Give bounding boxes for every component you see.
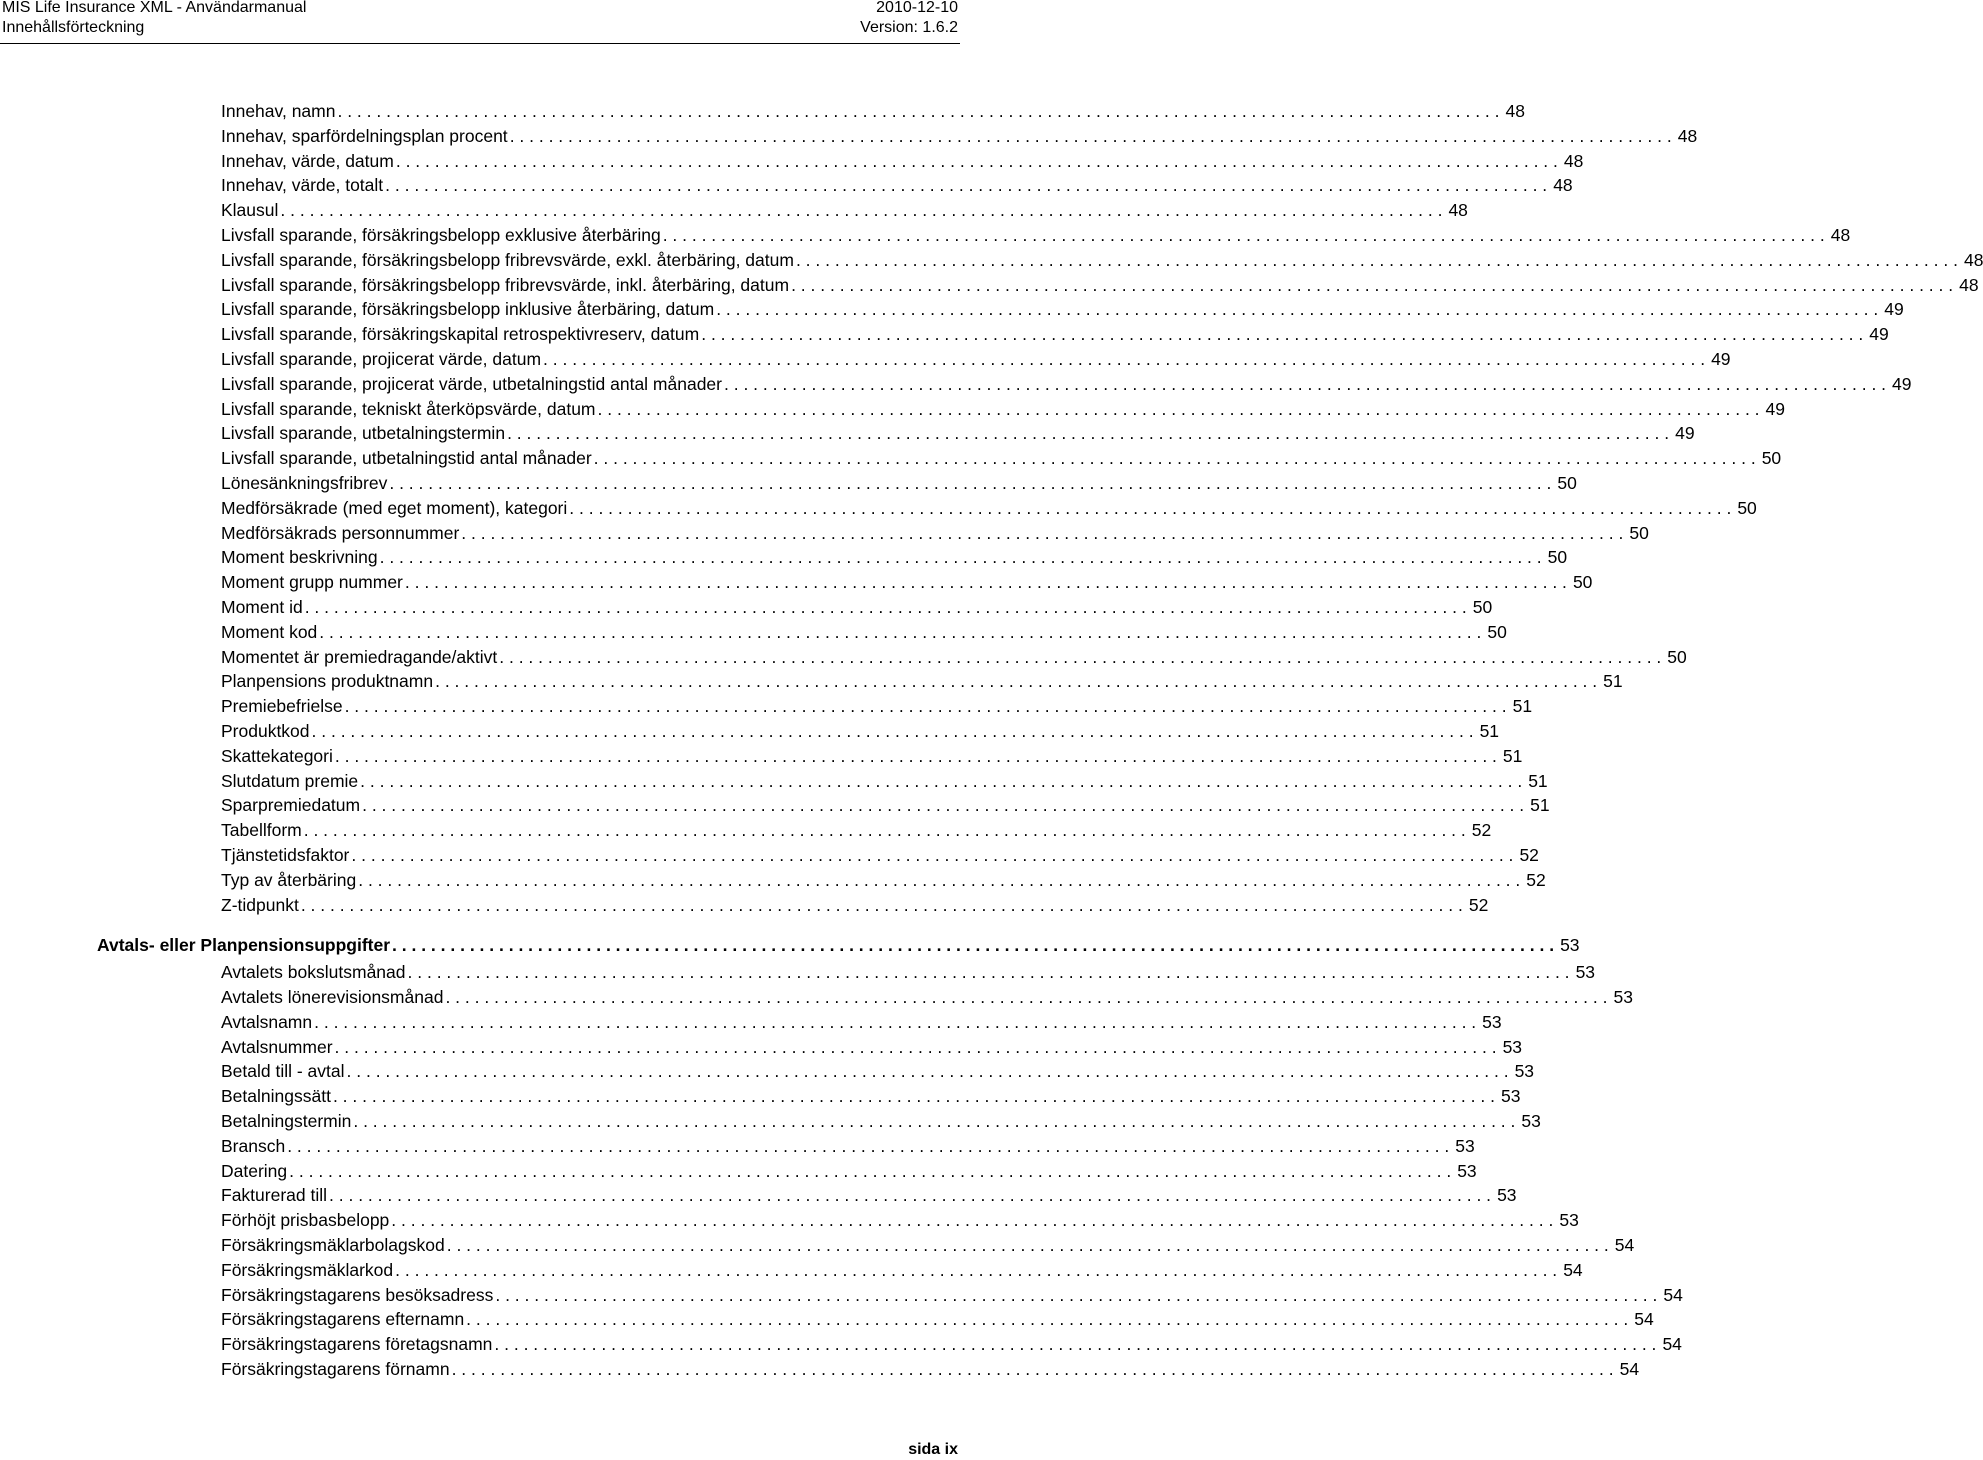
toc-entry[interactable] [221, 198, 1468, 222]
toc-entry[interactable] [221, 372, 1912, 396]
toc-leader-dots: . . . . . . . . . . . . . . . . . . . . . . . . . . . . . . . . . . . . . . . . . . . . . . . . . . . . . . . . . . . . . . . . . . . . . . . . . . . . . . . . . . . . . . . . . . . . . . . . . . . . . . . . . . . . . . . . . . . . . . . . [344, 696, 1507, 716]
toc-entry-page: 48 [1553, 175, 1573, 195]
toc-leader-dots: . . . . . . . . . . . . . . . . . . . . . . . . . . . . . . . . . . . . . . . . . . . . . . . . . . . . . . . . . . . . . . . . . . . . . . . . . . . . . . . . . . . . . . . . . . . . . . . . . . . . . . . . . . . . . . . . . . . . . . . . [385, 175, 1548, 195]
toc-entry-page: 53 [1497, 1185, 1517, 1205]
toc-section-entry[interactable] [97, 933, 1580, 957]
toc-leader-dots: . . . . . . . . . . . . . . . . . . . . . . . . . . . . . . . . . . . . . . . . . . . . . . . . . . . . . . . . . . . . . . . . . . . . . . . . . . . . . . . . . . . . . . . . . . . . . . . . . . . . . . . . . . . . . . . . . . . . . . . . [569, 498, 1732, 518]
toc-entry[interactable] [221, 149, 1584, 173]
toc-entry[interactable] [221, 595, 1493, 619]
toc-entry-page: 54 [1634, 1309, 1654, 1329]
toc-leader-dots: . . . . . . . . . . . . . . . . . . . . . . . . . . . . . . . . . . . . . . . . . . . . . . . . . . . . . . . . . . . . . . . . . . . . . . . . . . . . . . . . . . . . . . . . . . . . . . . . . . . . . . . . . . . . . . . . . . . . . . . . [593, 448, 1756, 468]
toc-entry-page: 50 [1737, 498, 1757, 518]
toc-entry[interactable] [221, 1109, 1541, 1133]
toc-entry[interactable] [221, 496, 1757, 520]
toc-leader-dots: . . . . . . . . . . . . . . . . . . . . . . . . . . . . . . . . . . . . . . . . . . . . . . . . . . . . . . . . . . . . . . . . . . . . . . . . . . . . . . . . . . . . . . . . . . . . . . . . . . . . . . . . . . . . . . . . . . . . . . . . [597, 399, 1760, 419]
toc-entry-title: Försäkringsmäklarkod [221, 1260, 394, 1280]
toc-entry-title: Livsfall sparande, projicerat värde, utbetalningstid antal månader [221, 374, 722, 394]
toc-entry-title: Moment grupp nummer [221, 572, 403, 592]
toc-entry-title: Premiebefrielse [221, 696, 343, 716]
toc-leader-dots: . . . . . . . . . . . . . . . . . . . . . . . . . . . . . . . . . . . . . . . . . . . . . . . . . . . . . . . . . . . . . . . . . . . . . . . . . . . . . . . . . . . . . . . . . . . . . . . . . . . . . . . . . . . . . . . . . . . . . . . . [391, 1210, 1554, 1230]
toc-leader-dots: . . . . . . . . . . . . . . . . . . . . . . . . . . . . . . . . . . . . . . . . . . . . . . . . . . . . . . . . . . . . . . . . . . . . . . . . . . . . . . . . . . . . . . . . . . . . . . . . . . . . . . . . . . . . . . . . . . . . . . . . [495, 1285, 1658, 1305]
toc-entry-page: 48 [1563, 151, 1584, 171]
toc-entry-page: 49 [1884, 299, 1904, 319]
toc-entry-title: Livsfall sparande, försäkringsbelopp fribrevsvärde, exkl. återbäring, datum [221, 250, 794, 270]
toc-entry-page: 52 [1519, 845, 1539, 865]
toc-entry-title: Försäkringsmäklarbolagskod [221, 1235, 445, 1255]
toc-entry[interactable] [221, 1233, 1635, 1257]
toc-entry-title: Fakturerad till [221, 1185, 328, 1205]
toc-leader-dots: . . . . . . . . . . . . . . . . . . . . . . . . . . . . . . . . . . . . . . . . . . . . . . . . . . . . . . . . . . . . . . . . . . . . . . . . . . . . . . . . . . . . . . . . . . . . . . . . . . . . . . . . . . . . . . . . . . . . . . . . [360, 771, 1523, 791]
toc-entry[interactable] [221, 620, 1507, 644]
toc-entry-title: Moment kod [221, 622, 318, 642]
toc-entry[interactable] [221, 322, 1889, 346]
toc-entry[interactable] [221, 793, 1550, 817]
toc-entry-page: 50 [1629, 523, 1649, 543]
toc-entry-page: 53 [1575, 962, 1596, 982]
toc-entry[interactable] [221, 421, 1695, 445]
toc-entry-title: Livsfall sparande, försäkringsbelopp exklusive återbäring [221, 225, 661, 245]
toc-entry-page: 48 [1448, 200, 1468, 220]
toc-leader-dots: . . . . . . . . . . . . . . . . . . . . . . . . . . . . . . . . . . . . . . . . . . . . . . . . . . . . . . . . . . . . . . . . . . . . . . . . . . . . . . . . . . . . . . . . . . . . . . . . . . . . . . . . . . . . . . . . . . . . . . . . [509, 126, 1672, 146]
toc-entry-page: 48 [1830, 225, 1851, 245]
toc-entry-page: 50 [1487, 622, 1507, 642]
page-header [0, 0, 960, 44]
toc-entry-page: 52 [1471, 820, 1492, 840]
toc-entry-page: 53 [1482, 1012, 1502, 1032]
toc-leader-dots: . . . . . . . . . . . . . . . . . . . . . . . . . . . . . . . . . . . . . . . . . . . . . . . . . . . . . . . . . . . . . . . . . . . . . . . . . . . . . . . . . . . . . . . . . . . . . . . . . . . . . . . . . . . . . . . . . . . . . . . . [351, 845, 1514, 865]
toc-entry-title: Produktkod [221, 721, 310, 741]
toc-entry[interactable] [221, 1332, 1682, 1356]
toc-leader-dots: . . . . . . . . . . . . . . . . . . . . . . . . . . . . . . . . . . . . . . . . . . . . . . . . . . . . . . . . . . . . . . . . . . . . . . . . . . . . . . . . . . . . . . . . . . . . . . . . . . . . . . . . . . . . . . . . . . . . . . . . [791, 275, 1954, 295]
toc-entry-title: Z-tidpunkt [221, 895, 299, 915]
toc-leader-dots: . . . . . . . . . . . . . . . . . . . . . . . . . . . . . . . . . . . . . . . . . . . . . . . . . . . . . . . . . . . . . . . . . . . . . . . . . . . . . . . . . . . . . . . . . . . . . . . . . . . . . . . . . . . . . . . . . . . . . . . . [337, 101, 1500, 121]
toc-entry-title: Avtalsnamn [221, 1012, 313, 1032]
toc-entry-page: 53 [1502, 1037, 1523, 1057]
toc-entry[interactable] [221, 985, 1633, 1009]
toc-entry-page: 51 [1479, 721, 1500, 741]
toc-entry-page: 52 [1468, 895, 1489, 915]
toc-entry-page: 50 [1557, 473, 1577, 493]
toc-leader-dots: . . . . . . . . . . . . . . . . . . . . . . . . . . . . . . . . . . . . . . . . . . . . . . . . . . . . . . . . . . . . . . . . . . . . . . . . . . . . . . . . . . . . . . . . . . . . . . . . . . . . . . . . . . . . . . . . . . . . . . . . [300, 895, 1463, 915]
toc-entry-page: 54 [1563, 1260, 1583, 1280]
toc-entry-title: Avtalets lönerevisionsmånad [221, 987, 444, 1007]
toc-leader-dots: . . . . . . . . . . . . . . . . . . . . . . . . . . . . . . . . . . . . . . . . . . . . . . . . . . . . . . . . . . . . . . . . . . . . . . . . . . . . . . . . . . . . . . . . . . . . . . . . . . . . . . . . . . . . . . . . . . . . . . . . [446, 1235, 1609, 1255]
toc-entry[interactable] [221, 248, 1983, 272]
toc-leader-dots: . . . . . . . . . . . . . . . . . . . . . . . . . . . . . . . . . . . . . . . . . . . . . . . . . . . . . . . . . . . . . . . . . . . . . . . . . . . . . . . . . . . . . . . . . . . . . . . . . . . . . . . . . . . . . . . . . . . . . . . . [319, 622, 1482, 642]
toc-leader-dots: . . . . . . . . . . . . . . . . . . . . . . . . . . . . . . . . . . . . . . . . . . . . . . . . . . . . . . . . . . . . . . . . . . . . . . . . . . . . . . . . . . . . . . . . . . . . . . . . . . . . . . . . . . . . . . . . . . . . . . . . [461, 523, 1624, 543]
toc-entry-title: Livsfall sparande, försäkringsbelopp fribrevsvärde, inkl. återbäring, datum [221, 275, 790, 295]
toc-entry[interactable] [221, 1208, 1579, 1232]
toc-leader-dots: . . . . . . . . . . . . . . . . . . . . . . . . . . . . . . . . . . . . . . . . . . . . . . . . . . . . . . . . . . . . . . . . . . . . . . . . . . . . . . . . . . . . . . . . . . . . . . . . . . . . . . . . . . . . . . . . . . . . . . . . [395, 151, 1558, 171]
toc-leader-dots: . . . . . . . . . . . . . . . . . . . . . . . . . . . . . . . . . . . . . . . . . . . . . . . . . . . . . . . . . . . . . . . . . . . . . . . . . . . . . . . . . . . . . . . . . . . . . . . . . . . . . . . . . . . . . . . . . . . . . . . . [395, 1260, 1558, 1280]
toc-entry[interactable] [221, 1307, 1654, 1331]
toc-entry-title: Livsfall sparande, utbetalningstid antal månader [221, 448, 592, 468]
toc-entry[interactable] [221, 669, 1623, 693]
toc-entry-title: Livsfall sparande, försäkringskapital retrospektivreserv, datum [221, 324, 700, 344]
toc-leader-dots: . . . . . . . . . . . . . . . . . . . . . . . . . . . . . . . . . . . . . . . . . . . . . . . . . . . . . . . . . . . . . . . . . . . . . . . . . . . . . . . . . . . . . . . . . . . . . . . . . . . . . . . . . . . . . . . . . . . . . . . . [451, 1359, 1614, 1379]
toc-leader-dots: . . . . . . . . . . . . . . . . . . . . . . . . . . . . . . . . . . . . . . . . . . . . . . . . . . . . . . . . . . . . . . . . . . . . . . . . . . . . . . . . . . . . . . . . . . . . . . . . . . . . . . . . . . . . . . . . . . . . . . . . [314, 1012, 1477, 1032]
toc-entry[interactable] [221, 1134, 1475, 1158]
toc-entry[interactable] [221, 1010, 1502, 1034]
section-title: Innehållsförteckning [2, 19, 145, 36]
toc-entry-title: Momentet är premiedragande/aktivt [221, 647, 498, 667]
toc-entry[interactable] [221, 297, 1904, 321]
toc-entry[interactable] [221, 124, 1698, 148]
toc-entry-title: Betalningssätt [221, 1086, 331, 1106]
toc-entry-page: 48 [1959, 275, 1979, 295]
toc-entry[interactable] [221, 347, 1731, 371]
toc-leader-dots: . . . . . . . . . . . . . . . . . . . . . . . . . . . . . . . . . . . . . . . . . . . . . . . . . . . . . . . . . . . . . . . . . . . . . . . . . . . . . . . . . . . . . . . . . . . . . . . . . . . . . . . . . . . . . . . . . . . . . . . . [445, 987, 1608, 1007]
toc-entry-title: Förhöjt prisbasbelopp [221, 1210, 390, 1230]
toc-entry-page: 49 [1892, 374, 1912, 394]
toc-entry-title: Bransch [221, 1136, 286, 1156]
toc-entry[interactable] [221, 223, 1851, 247]
toc-entry-title: Innehav, värde, totalt [221, 175, 384, 195]
toc-entry-title: Sparpremiedatum [221, 795, 361, 815]
document-title: MIS Life Insurance XML - Användarmanual [2, 0, 307, 16]
toc-entry[interactable] [221, 545, 1568, 569]
toc-entry-page: 53 [1457, 1161, 1477, 1181]
toc-entry-title: Innehav, sparfördelningsplan procent [221, 126, 508, 146]
toc-entry-page: 54 [1614, 1235, 1635, 1255]
toc-entry[interactable] [221, 744, 1523, 768]
toc-leader-dots: . . . . . . . . . . . . . . . . . . . . . . . . . . . . . . . . . . . . . . . . . . . . . . . . . . . . . . . . . . . . . . . . . . . . . . . . . . . . . . . . . . . . . . . . . . . . . . . . . . . . . . . . . . . . . . . . . . . . . . . . [287, 1136, 1450, 1156]
toc-leader-dots: . . . . . . . . . . . . . . . . . . . . . . . . . . . . . . . . . . . . . . . . . . . . . . . . . . . . . . . . . . . . . . . . . . . . . . . . . . . . . . . . . . . . . . . . . . . . . . . . . . . . . . . . . . . . . . . . . . . . . . . . [379, 547, 1542, 567]
toc-entry[interactable] [221, 99, 1525, 123]
toc-entry-page: 48 [1677, 126, 1698, 146]
toc-entry-page: 50 [1761, 448, 1782, 468]
toc-entry[interactable] [221, 1035, 1523, 1059]
toc-entry[interactable] [221, 446, 1782, 470]
toc-entry-page: 53 [1455, 1136, 1475, 1156]
toc-entry-title: Tabellform [221, 820, 302, 840]
document-date: 2010-12-10 [876, 0, 958, 16]
toc-leader-dots: . . . . . . . . . . . . . . . . . . . . . . . . . . . . . . . . . . . . . . . . . . . . . . . . . . . . . . . . . . . . . . . . . . . . . . . . . . . . . . . . . . . . . . . . . . . . . . . . . . . . . . . . . . . . . . . . . . . . . . . . [494, 1334, 1657, 1354]
toc-entry-page: 50 [1572, 572, 1593, 592]
toc-entry-title: Livsfall sparande, utbetalningstermin [221, 423, 506, 443]
toc-entry[interactable] [221, 694, 1533, 718]
toc-entry-page: 51 [1528, 771, 1548, 791]
toc-leader-dots: . . . . . . . . . . . . . . . . . . . . . . . . . . . . . . . . . . . . . . . . . . . . . . . . . . . . . . . . . . . . . . . . . . . . . . . . . . . . . . . . . . . . . . . . . . . . . . . . . . . . . . . . . . . . . . . . . . . . . . . . [303, 820, 1466, 840]
toc-entry-title: Avtals- eller Planpensionsuppgifter [97, 935, 391, 955]
toc-entry-title: Moment beskrivning [221, 547, 378, 567]
toc-entry-title: Försäkringstagarens förnamn [221, 1359, 450, 1379]
toc-entry-page: 53 [1560, 935, 1580, 955]
toc-leader-dots: . . . . . . . . . . . . . . . . . . . . . . . . . . . . . . . . . . . . . . . . . . . . . . . . . . . . . . . . . . . . . . . . . . . . . . . . . . . . . . . . . . . . . . . . . . . . . . . . . . . . . . . . . . . . . . . . . . . . . . . . [332, 1086, 1495, 1106]
toc-entry[interactable] [221, 843, 1539, 867]
toc-entry-page: 50 [1472, 597, 1493, 617]
toc-leader-dots: . . . . . . . . . . . . . . . . . . . . . . . . . . . . . . . . . . . . . . . . . . . . . . . . . . . . . . . . . . . . . . . . . . . . . . . . . . . . . . . . . . . . . . . . . . . . . . . . . . . . . . . . . . . . . . . . . . . . . . . . [334, 1037, 1497, 1057]
toc-leader-dots: . . . . . . . . . . . . . . . . . . . . . . . . . . . . . . . . . . . . . . . . . . . . . . . . . . . . . . . . . . . . . . . . . . . . . . . . . . . . . . . . . . . . . . . . . . . . . . . . . . . . . . . . . . . . . . . . . . . . . . . . [435, 671, 1598, 691]
toc-entry-title: Innehav, värde, datum [221, 151, 394, 171]
toc-entry-title: Avtalets bokslutsmånad [221, 962, 406, 982]
toc-entry-title: Betalningstermin [221, 1111, 352, 1131]
toc-leader-dots: . . . . . . . . . . . . . . . . . . . . . . . . . . . . . . . . . . . . . . . . . . . . . . . . . . . . . . . . . . . . . . . . . . . . . . . . . . . . . . . . . . . . . . . . . . . . . . . . . . . . . . . . . . . . . . . . . . . . . . . . [716, 299, 1879, 319]
toc-entry-title: Försäkringstagarens besöksadress [221, 1285, 494, 1305]
toc-leader-dots: . . . . . . . . . . . . . . . . . . . . . . . . . . . . . . . . . . . . . . . . . . . . . . . . . . . . . . . . . . . . . . . . . . . . . . . . . . . . . . . . . . . . . . . . . . . . . . . . . . . . . . . . . . . . . . . . . . . . . . . . [334, 746, 1497, 766]
toc-entry[interactable] [221, 273, 1979, 297]
toc-leader-dots: . . . . . . . . . . . . . . . . . . . . . . . . . . . . . . . . . . . . . . . . . . . . . . . . . . . . . . . . . . . . . . . . . . . . . . . . . . . . . . . . . . . . . . . . . . . . . . . . . . . . . . . . . . . . . . . . . . . . . . . . [662, 225, 1825, 245]
toc-entry[interactable] [221, 521, 1649, 545]
toc-entry-title: Datering [221, 1161, 288, 1181]
toc-leader-dots: . . . . . . . . . . . . . . . . . . . . . . . . . . . . . . . . . . . . . . . . . . . . . . . . . . . . . . . . . . . . . . . . . . . . . . . . . . . . . . . . . . . . . . . . . . . . . . . . . . . . . . . . . . . . . . . . . . . . . . . . [543, 349, 1706, 369]
toc-leader-dots: . . . . . . . . . . . . . . . . . . . . . . . . . . . . . . . . . . . . . . . . . . . . . . . . . . . . . . . . . . . . . . . . . . . . . . . . . . . . . . . . . . . . . . . . . . . . . . . . . . . . . . . . . . . . . . . . . . . . . . . . [329, 1185, 1492, 1205]
document-version: Version: 1.6.2 [860, 19, 958, 36]
toc-entry[interactable] [221, 1183, 1517, 1207]
header-divider [0, 43, 960, 44]
toc-leader-dots: . . . . . . . . . . . . . . . . . . . . . . . . . . . . . . . . . . . . . . . . . . . . . . . . . . . . . . . . . . . . . . . . . . . . . . . . . . . . . . . . . . . . . . . . . . . . . . . . . . . . . . . . . . . . . . . . . . . . . . . . [304, 597, 1467, 617]
toc-leader-dots: . . . . . . . . . . . . . . . . . . . . . . . . . . . . . . . . . . . . . . . . . . . . . . . . . . . . . . . . . . . . . . . . . . . . . . . . . . . . . . . . . . . . . . . . . . . . . . . . . . . . . . . . . . . . . . . . . . . . . . . . [466, 1309, 1629, 1329]
toc-entry-title: Klausul [221, 200, 279, 220]
toc-entry[interactable] [221, 1283, 1683, 1307]
toc-leader-dots: . . . . . . . . . . . . . . . . . . . . . . . . . . . . . . . . . . . . . . . . . . . . . . . . . . . . . . . . . . . . . . . . . . . . . . . . . . . . . . . . . . . . . . . . . . . . . . . . . . . . . . . . . . . . . . . . . . . . . . . . [795, 250, 1958, 270]
toc-entry-title: Medförsäkrads personnummer [221, 523, 460, 543]
toc-leader-dots: . . . . . . . . . . . . . . . . . . . . . . . . . . . . . . . . . . . . . . . . . . . . . . . . . . . . . . . . . . . . . . . . . . . . . . . . . . . . . . . . . . . . . . . . . . . . . . . . . . . . . . . . . . . . . . . . . . . . . . . . [701, 324, 1864, 344]
toc-leader-dots: . . . . . . . . . . . . . . . . . . . . . . . . . . . . . . . . . . . . . . . . . . . . . . . . . . . . . . . . . . . . . . . . . . . . . . . . . . . . . . . . . . . . . . . . . . . . . . . . . . . . . . . . . . . . . . . . . . . . . . . . [404, 572, 1567, 592]
toc-entry-page: 48 [1963, 250, 1983, 270]
toc-leader-dots: . . . . . . . . . . . . . . . . . . . . . . . . . . . . . . . . . . . . . . . . . . . . . . . . . . . . . . . . . . . . . . . . . . . . . . . . . . . . . . . . . . . . . . . . . . . . . . . . . . . . . . . . . . . . . . . . . . . . . . . . [507, 423, 1670, 443]
toc-leader-dots: . . . . . . . . . . . . . . . . . . . . . . . . . . . . . . . . . . . . . . . . . . . . . . . . . . . . . . . . . . . . . . . . . . . . . . . . . . . . . . . . . . . . . . . . . . . . . . . . . . . . . . . . . . . . . . . . . . . . . . . . [346, 1061, 1509, 1081]
toc-leader-dots: . . . . . . . . . . . . . . . . . . . . . . . . . . . . . . . . . . . . . . . . . . . . . . . . . . . . . . . . . . . . . . . . . . . . . . . . . . . . . . . . . . . . . . . . . . . . . . . . . . . . . . . . . . . . . . . . . . . . . . . . [358, 870, 1521, 890]
toc-entry-title: Typ av återbäring [221, 870, 357, 890]
toc-entry[interactable] [221, 570, 1593, 594]
toc-entry[interactable] [221, 1059, 1535, 1083]
toc-entry[interactable] [221, 868, 1546, 892]
toc-entry-page: 50 [1667, 647, 1687, 667]
toc-leader-dots: . . . . . . . . . . . . . . . . . . . . . . . . . . . . . . . . . . . . . . . . . . . . . . . . . . . . . . . . . . . . . . . . . . . . . . . . . . . . . . . . . . . . . . . . . . . . . . . . . . . . . . . . . . . . . . . . . . . . . . . . [389, 473, 1552, 493]
toc-leader-dots: . . . . . . . . . . . . . . . . . . . . . . . . . . . . . . . . . . . . . . . . . . . . . . . . . . . . . . . . . . . . . . . . . . . . . . . . . . . . . . . . . . . . . . . . . . . . . . . . . . . . . . . . . . . . . . . . . . . . . . . . [353, 1111, 1516, 1131]
toc-leader-dots: . . . . . . . . . . . . . . . . . . . . . . . . . . . . . . . . . . . . . . . . . . . . . . . . . . . . . . . . . . . . . . . . . . . . . . . . . . . . . . . . . . . . . . . . . . . . . . . . . . . . . . . . . . . . . . . . . . . . . . . . [407, 962, 1570, 982]
toc-entry-title: Planpensions produktnamn [221, 671, 434, 691]
toc-leader-dots: . . . . . . . . . . . . . . . . . . . . . . . . . . . . . . . . . . . . . . . . . . . . . . . . . . . . . . . . . . . . . . . . . . . . . . . . . . . . . . . . . . . . . . . . . . . . . . . . . . . . . . . . . . . . . . . . . . . . . . . . [289, 1161, 1452, 1181]
toc-entry-title: Skattekategori [221, 746, 333, 766]
toc-leader-dots: . . . . . . . . . . . . . . . . . . . . . . . . . . . . . . . . . . . . . . . . . . . . . . . . . . . . . . . . . . . . . . . . . . . . . . . . . . . . . . . . . . . . . . . . . . . . . . . . . . . . . . . . . . . . . . . . . . . . . . . . [362, 795, 1525, 815]
toc-entry-page: 49 [1675, 423, 1695, 443]
toc-entry-page: 48 [1505, 101, 1525, 121]
toc-entry-page: 54 [1662, 1334, 1682, 1354]
toc-entry-page: 51 [1530, 795, 1550, 815]
toc-entry[interactable] [221, 645, 1687, 669]
toc-entry-title: Innehav, namn [221, 101, 336, 121]
toc-entry[interactable] [221, 893, 1489, 917]
toc-entry-page: 52 [1526, 870, 1546, 890]
toc-entry[interactable] [221, 769, 1548, 793]
toc-entry-page: 53 [1514, 1061, 1535, 1081]
toc-entry-title: Försäkringstagarens efternamn [221, 1309, 465, 1329]
toc-entry-page: 50 [1547, 547, 1568, 567]
toc-entry-title: Slutdatum premie [221, 771, 359, 791]
toc-entry[interactable] [221, 471, 1577, 495]
toc-entry-page: 53 [1500, 1086, 1521, 1106]
toc-entry-page: 54 [1663, 1285, 1683, 1305]
toc-entry-page: 53 [1521, 1111, 1541, 1131]
toc-entry-page: 53 [1613, 987, 1633, 1007]
page-number: sida ix [908, 1441, 958, 1458]
toc-entry-page: 49 [1869, 324, 1889, 344]
toc-entry-page: 49 [1711, 349, 1731, 369]
toc-entry-title: Moment id [221, 597, 303, 617]
toc-entry-page: 53 [1559, 1210, 1579, 1230]
toc-entry[interactable] [221, 818, 1492, 842]
toc-entry[interactable] [221, 1258, 1583, 1282]
toc-entry-title: Lönesänkningsfribrev [221, 473, 388, 493]
toc-leader-dots: . . . . . . . . . . . . . . . . . . . . . . . . . . . . . . . . . . . . . . . . . . . . . . . . . . . . . . . . . . . . . . . . . . . . . . . . . . . . . . . . . . . . . . . . . . . . . . . . . . . . . . . . . . . . . . . . . . . . . . . . [280, 200, 1443, 220]
toc-entry-page: 51 [1603, 671, 1623, 691]
toc-entry[interactable] [221, 1084, 1521, 1108]
toc-entry-title: Livsfall sparande, försäkringsbelopp inklusive återbäring, datum [221, 299, 715, 319]
toc-entry[interactable] [221, 173, 1573, 197]
toc-leader-dots: . . . . . . . . . . . . . . . . . . . . . . . . . . . . . . . . . . . . . . . . . . . . . . . . . . . . . . . . . . . . . . . . . . . . . . . . . . . . . . . . . . . . . . . . . . . . . . . . . . . . . . . . . . . . . . . . . . . . . . . . [392, 935, 1555, 955]
toc-entry[interactable] [221, 1159, 1477, 1183]
toc-entry-page: 49 [1765, 399, 1786, 419]
toc-entry[interactable] [221, 1357, 1640, 1381]
toc-entry[interactable] [221, 960, 1596, 984]
toc-leader-dots: . . . . . . . . . . . . . . . . . . . . . . . . . . . . . . . . . . . . . . . . . . . . . . . . . . . . . . . . . . . . . . . . . . . . . . . . . . . . . . . . . . . . . . . . . . . . . . . . . . . . . . . . . . . . . . . . . . . . . . . . [724, 374, 1887, 394]
toc-entry-title: Medförsäkrade (med eget moment), kategori [221, 498, 568, 518]
toc-entry[interactable] [221, 719, 1500, 743]
toc-leader-dots: . . . . . . . . . . . . . . . . . . . . . . . . . . . . . . . . . . . . . . . . . . . . . . . . . . . . . . . . . . . . . . . . . . . . . . . . . . . . . . . . . . . . . . . . . . . . . . . . . . . . . . . . . . . . . . . . . . . . . . . . [499, 647, 1662, 667]
toc-entry-page: 51 [1512, 696, 1533, 716]
toc-entry-title: Avtalsnummer [221, 1037, 333, 1057]
toc-entry-title: Betald till - avtal [221, 1061, 345, 1081]
toc-entry-title: Försäkringstagarens företagsnamn [221, 1334, 493, 1354]
toc-leader-dots: . . . . . . . . . . . . . . . . . . . . . . . . . . . . . . . . . . . . . . . . . . . . . . . . . . . . . . . . . . . . . . . . . . . . . . . . . . . . . . . . . . . . . . . . . . . . . . . . . . . . . . . . . . . . . . . . . . . . . . . . [311, 721, 1474, 741]
toc-entry-title: Livsfall sparande, tekniskt återköpsvärde, datum [221, 399, 596, 419]
toc-entry[interactable] [221, 397, 1786, 421]
toc-entry-page: 54 [1619, 1359, 1640, 1379]
toc-entry-title: Livsfall sparande, projicerat värde, datum [221, 349, 542, 369]
toc-entry-title: Tjänstetidsfaktor [221, 845, 350, 865]
toc-entry-page: 51 [1502, 746, 1523, 766]
